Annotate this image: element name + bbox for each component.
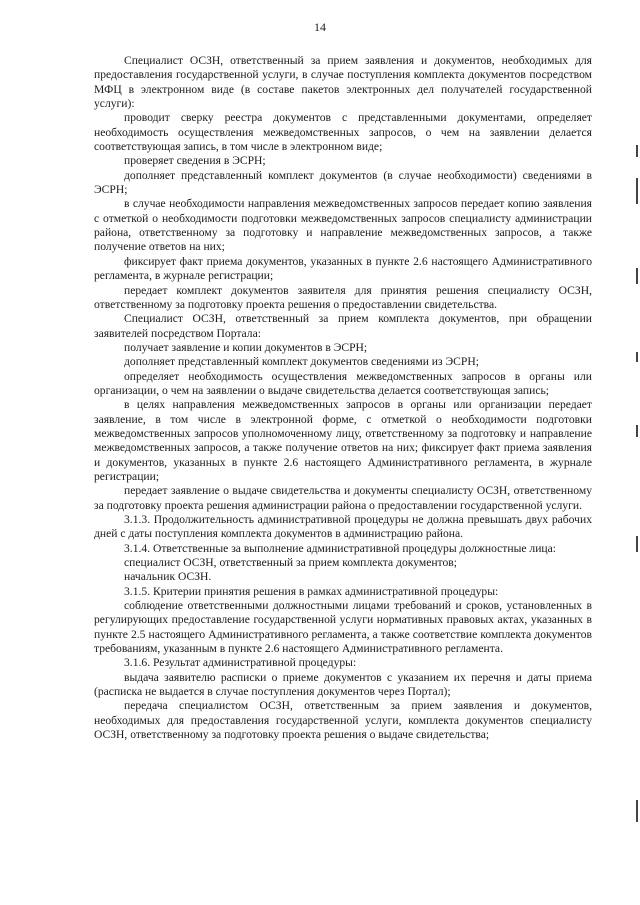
paragraph: дополняет представленный комплект документов (в случае необходимости) сведениями в ЭСРН; (94, 168, 592, 197)
page-number: 14 (314, 20, 326, 34)
paragraph: проверяет сведения в ЭСРН; (124, 154, 266, 168)
paragraph: передает заявление о выдаче свидетельства и документы специалисту ОСЗН, ответственному за подготовку проекта решения администрации района о предоставлении государственной услуги. (94, 484, 592, 512)
paragraph: передача специалистом ОСЗН, ответственным за прием заявления и документов, необходимых для предоставления государственной услуги, комплекта документов специалисту ОСЗН, ответственному за подготовку проекта решения о выдаче свидетельства; (94, 699, 592, 742)
scan-edge-mark (636, 425, 638, 437)
paragraph: 3.1.3. Продолжительность административной процедуры не должна превышать двух рабочих дней с даты поступления комплекта документов в администрацию района. (94, 513, 592, 541)
paragraph: начальник ОСЗН. (124, 570, 212, 584)
paragraph: Специалист ОСЗН, ответственный за прием заявления и документов, необходимых для предоставления государственной услуги, в случае поступления комплекта документов посредством МФЦ в электронном виде (в составе пакетов электронных дел получателей государственной услуги): (94, 54, 592, 111)
paragraph: передает комплект документов заявителя для принятия решения специалисту ОСЗН, ответственному за подготовку проекта решения о предоставлении свидетельства. (94, 283, 592, 311)
paragraph: выдача заявителю расписки о приеме документов с указанием их перечня и даты приема (расписка не выдается в случае поступления документов через Портал); (94, 670, 592, 699)
paragraph: получает заявление и копии документов в ЭСРН; (124, 340, 368, 354)
scan-edge-mark (636, 145, 638, 157)
document-body (94, 54, 592, 743)
paragraph: дополняет представленный комплект документов сведениями из ЭСРН; (124, 355, 479, 369)
scan-edge-mark (636, 268, 638, 284)
paragraph: Специалист ОСЗН, ответственный за прием комплекта документов, при обращении заявителей посредством Портала: (94, 312, 592, 340)
paragraph: 3.1.6. Результат административной процедуры: (124, 656, 357, 670)
scan-edge-mark (636, 352, 638, 362)
paragraph: в целях направления межведомственных запросов в органы или организации передает заявление, в том числе в электронной форме, с отметкой о необходимости подготовки межведомственных запросов уполномоченному лицу, ответственному за подготовку и направление межведомственных запросов, а также получение ответов на них; фиксирует факт приема заявления и документов, указанных в пункте 2.6 настоящего Административного регламента, в журнале регистрации; (94, 398, 592, 483)
paragraph: специалист ОСЗН, ответственный за прием комплекта документов; (124, 556, 457, 570)
scan-edge-mark (636, 800, 638, 822)
paragraph: 3.1.4. Ответственные за выполнение административной процедуры должностные лица: (124, 541, 556, 555)
paragraph: проводит сверку реестра документов с представленными документами, определяет необходимость осуществления межведомственных запросов, о чем на заявлении делается соответствующая запись, в том числе в электронном виде; (94, 111, 592, 154)
paragraph: определяет необходимость осуществления межведомственных запросов в органы или организации, о чем на заявлении о выдаче свидетельства делается соответствующая запись; (94, 369, 592, 397)
scan-edge-mark (636, 536, 638, 552)
paragraph: 3.1.5. Критерии принятия решения в рамках административной процедуры: (124, 584, 499, 598)
scan-edge-mark (636, 178, 638, 204)
paragraph: в случае необходимости направления межведомственных запросов передает копию заявления с отметкой о необходимости подготовки межведомственных запросов специалисту администрации района, ответственному за подготовку и направление межведомственных запросов, а также получение ответов на них; (94, 197, 592, 254)
paragraph: фиксирует факт приема документов, указанных в пункте 2.6 настоящего Административного регламента, в журнале регистрации; (94, 254, 592, 283)
paragraph: соблюдение ответственными должностными лицами требований и сроков, установленных в регулирующих предоставление государственной услуги нормативных правовых актах, указанных в пункте 2.5 настоящего Административного регламента, а также соответствие комплекта документов требованиям, указанным в пункте 2.6 настоящего Административного регламента. (94, 599, 592, 656)
